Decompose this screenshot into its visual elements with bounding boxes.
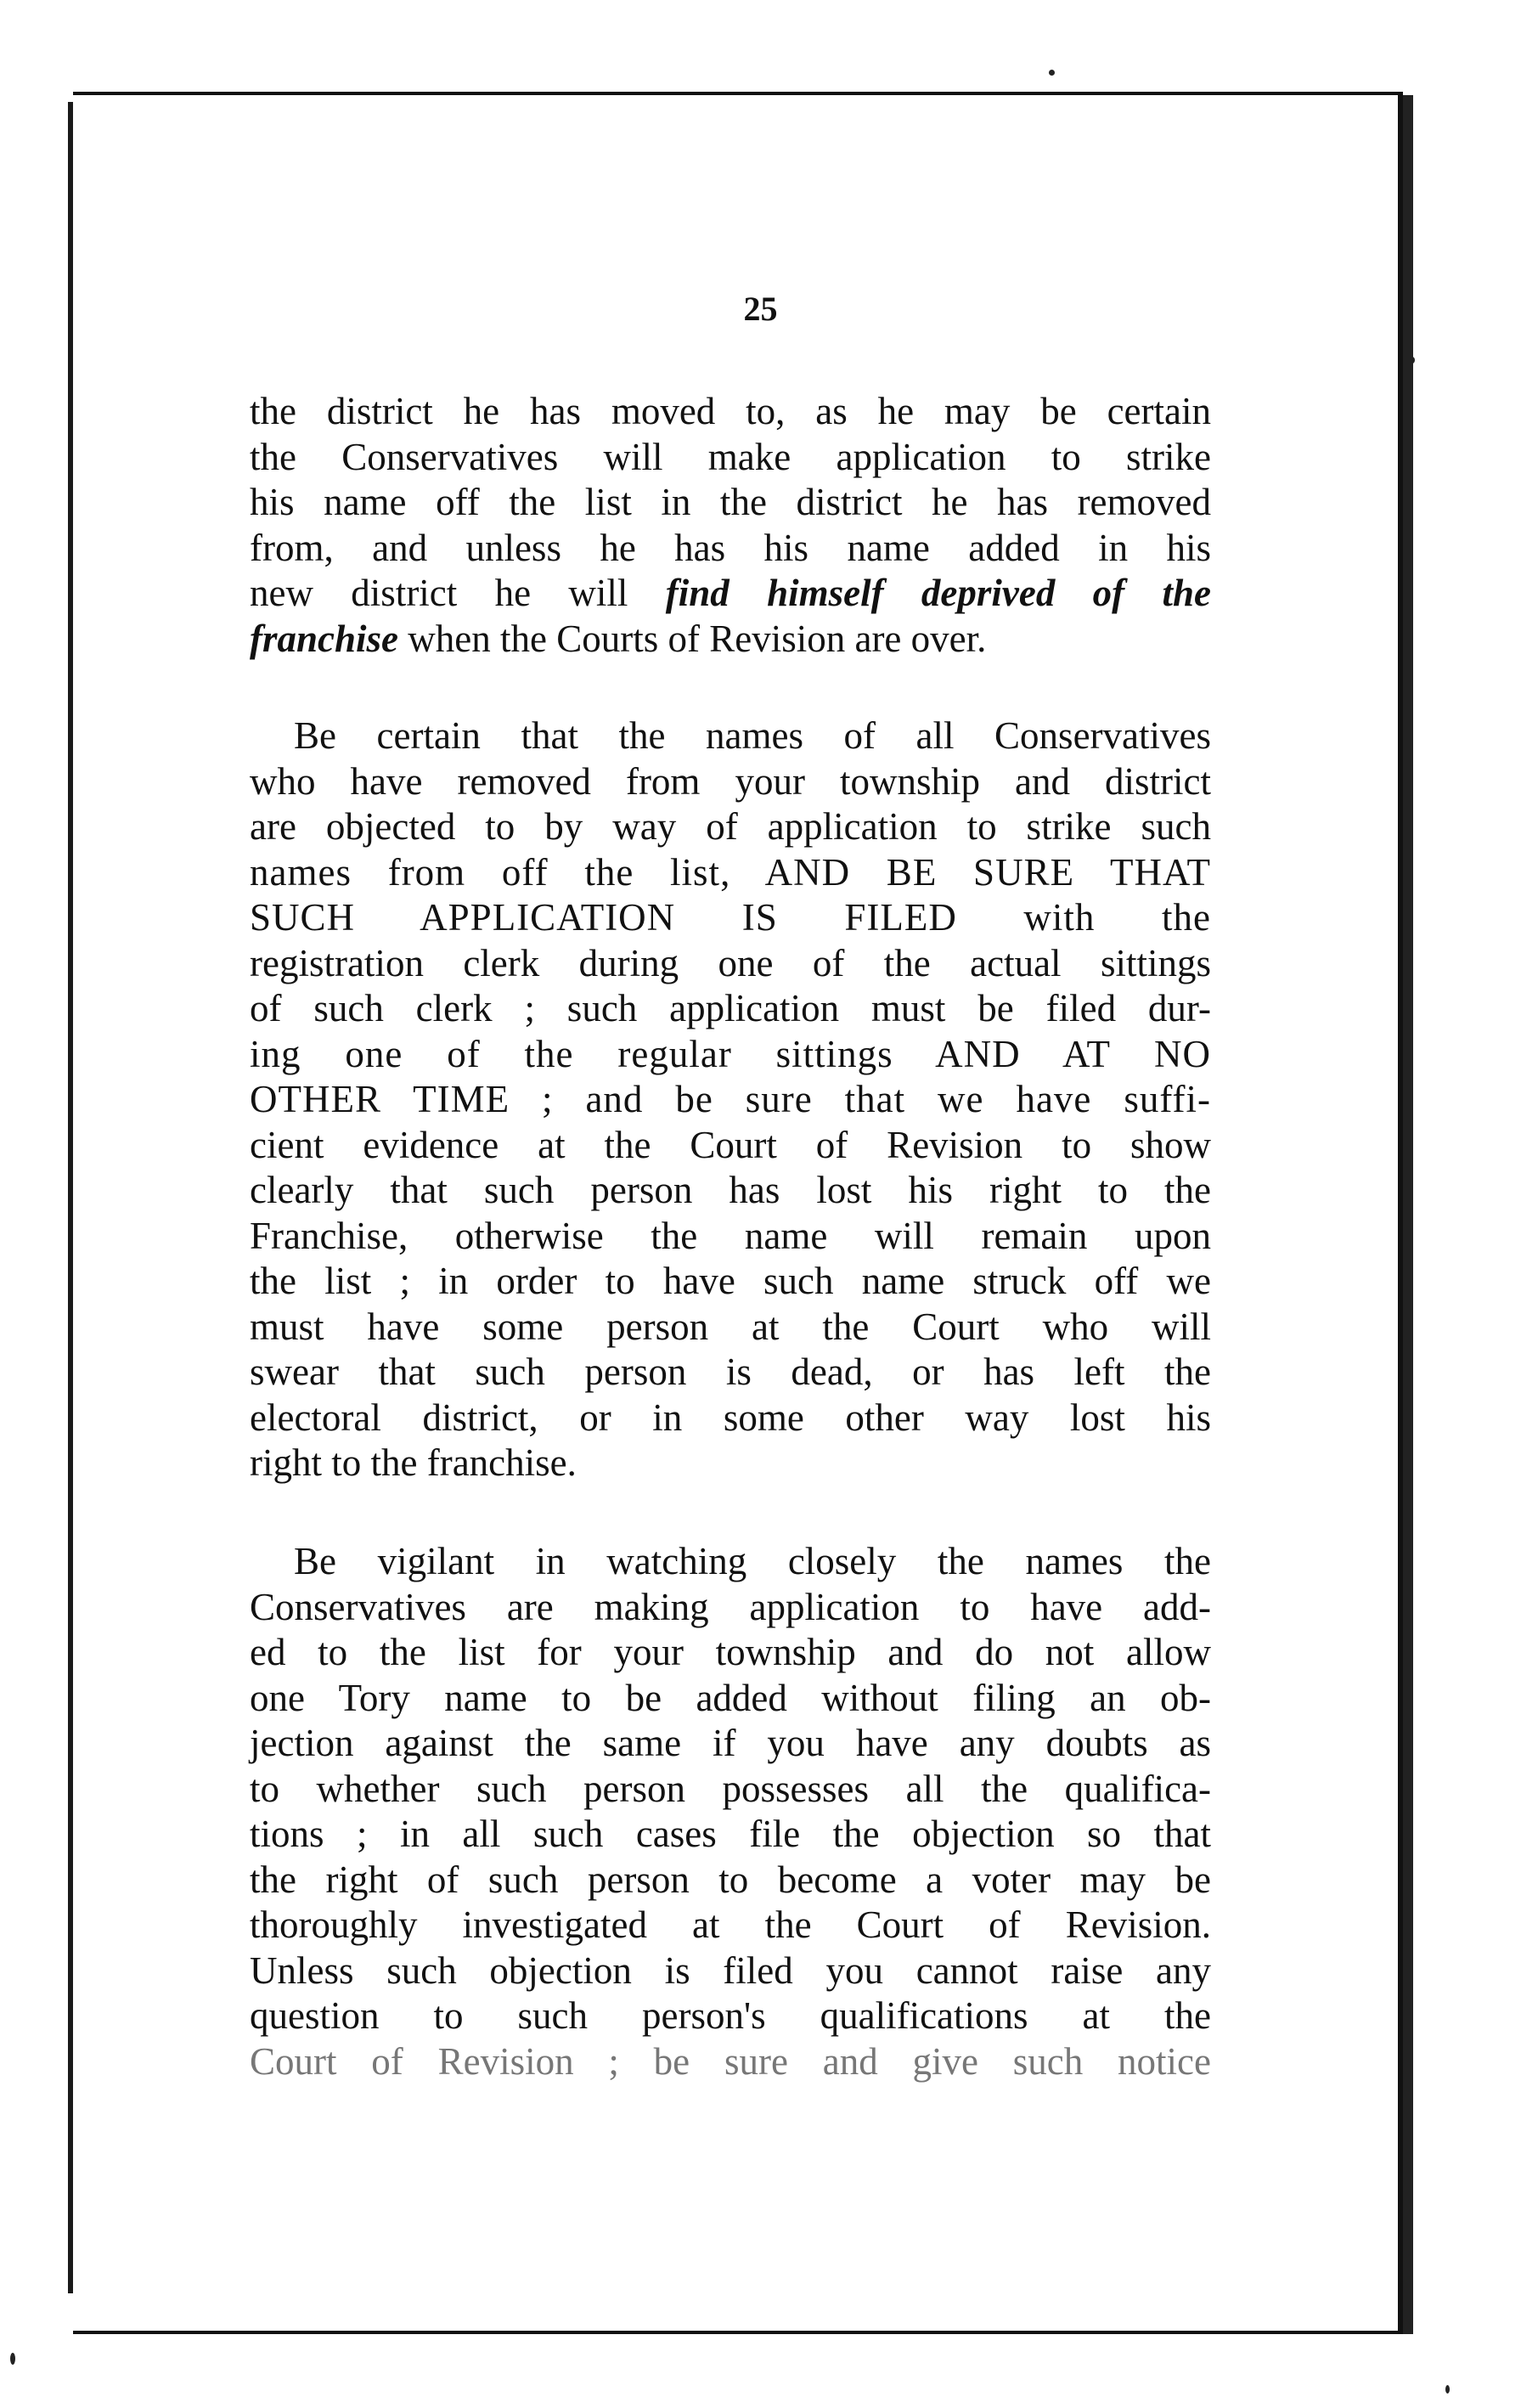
text-line — [250, 617, 1211, 663]
text-line: the right of such person to become a voter may be — [250, 1858, 1211, 1901]
text-line: the Conservatives will make application to strike — [250, 435, 1211, 478]
text-line: names from off the list, AND BE SURE THAT — [250, 850, 1211, 894]
text-line: OTHER TIME ; and be sure that we have suffi- — [250, 1078, 1211, 1120]
dust-speck — [1445, 2385, 1450, 2394]
text-line: thoroughly investigated at the Court of Revision. — [250, 1903, 1211, 1946]
text-line: cient evidence at the Court of Revision to show — [250, 1123, 1211, 1166]
text-line: registration clerk during one of the actual sittings — [250, 941, 1211, 984]
text-line: the list ; in order to have such name struck off we — [250, 1260, 1211, 1302]
page-edge-shadow — [1403, 95, 1413, 2334]
text-line: swear that such person is dead, or has left the — [250, 1351, 1211, 1393]
text-line: ed to the list for your township and do not allow — [250, 1631, 1211, 1673]
paragraph-3 — [250, 1539, 1211, 2084]
text-run: when the Courts of Revision are over. — [398, 617, 987, 660]
text-line: Be vigilant in watching closely the names the — [294, 1540, 1211, 1582]
text-line: clearly that such person has lost his right to the — [250, 1169, 1211, 1211]
text-line: Conservatives are making application to have add- — [250, 1585, 1211, 1628]
text-line: must have some person at the Court who will — [250, 1305, 1211, 1348]
text-line: his name off the list in the district he has removed — [250, 481, 1211, 523]
page-number: 25 — [743, 290, 778, 328]
paragraph-2 — [250, 713, 1211, 1486]
text-line: jection against the same if you have any doubts as — [250, 1722, 1211, 1764]
text-line: who have removed from your township and district — [250, 759, 1211, 803]
dust-speck — [1410, 357, 1415, 364]
text-line: from, and unless he has his name added in his — [250, 526, 1211, 569]
text-line: of such clerk ; such application must be filed dur- — [250, 987, 1211, 1029]
paragraph-1 — [250, 389, 1211, 662]
text-line: Franchise, otherwise the name will remain upon — [250, 1214, 1211, 1257]
text-line: Court of Revision ; be sure and give such notice — [250, 2039, 1211, 2083]
text-line: SUCH APPLICATION IS FILED with the — [250, 896, 1211, 939]
text-line: tions ; in all such cases file the objection so that — [250, 1813, 1211, 1855]
text-line: one Tory name to be added without filing an ob- — [250, 1676, 1211, 1719]
text-line: electoral district, or in some other way lost his — [250, 1396, 1211, 1439]
text-line: Be certain that the names of all Conservatives — [294, 714, 1211, 757]
text-line: to whether such person possesses all the qualifica- — [250, 1767, 1211, 1810]
text-line: Unless such objection is filed you cannot raise any — [250, 1948, 1211, 1992]
text-line: right to the franchise. — [250, 1441, 577, 1484]
text-line: ing one of the regular sittings AND AT NO — [250, 1032, 1211, 1075]
text-line — [250, 571, 1211, 617]
text-run: new district he will — [250, 572, 666, 614]
dust-speck — [10, 2353, 15, 2365]
text-line: the district he has moved to, as he may be certain — [250, 390, 1211, 432]
emphasis-text: find himself deprived of the — [665, 572, 1211, 614]
text-line: question to such person's qualifications at the — [250, 1994, 1211, 2037]
dust-speck — [1049, 70, 1055, 76]
facing-page-edge — [0, 76, 70, 2408]
text-line: are objected to by way of application to strike such — [250, 805, 1211, 848]
emphasis-text: franchise — [250, 617, 399, 660]
